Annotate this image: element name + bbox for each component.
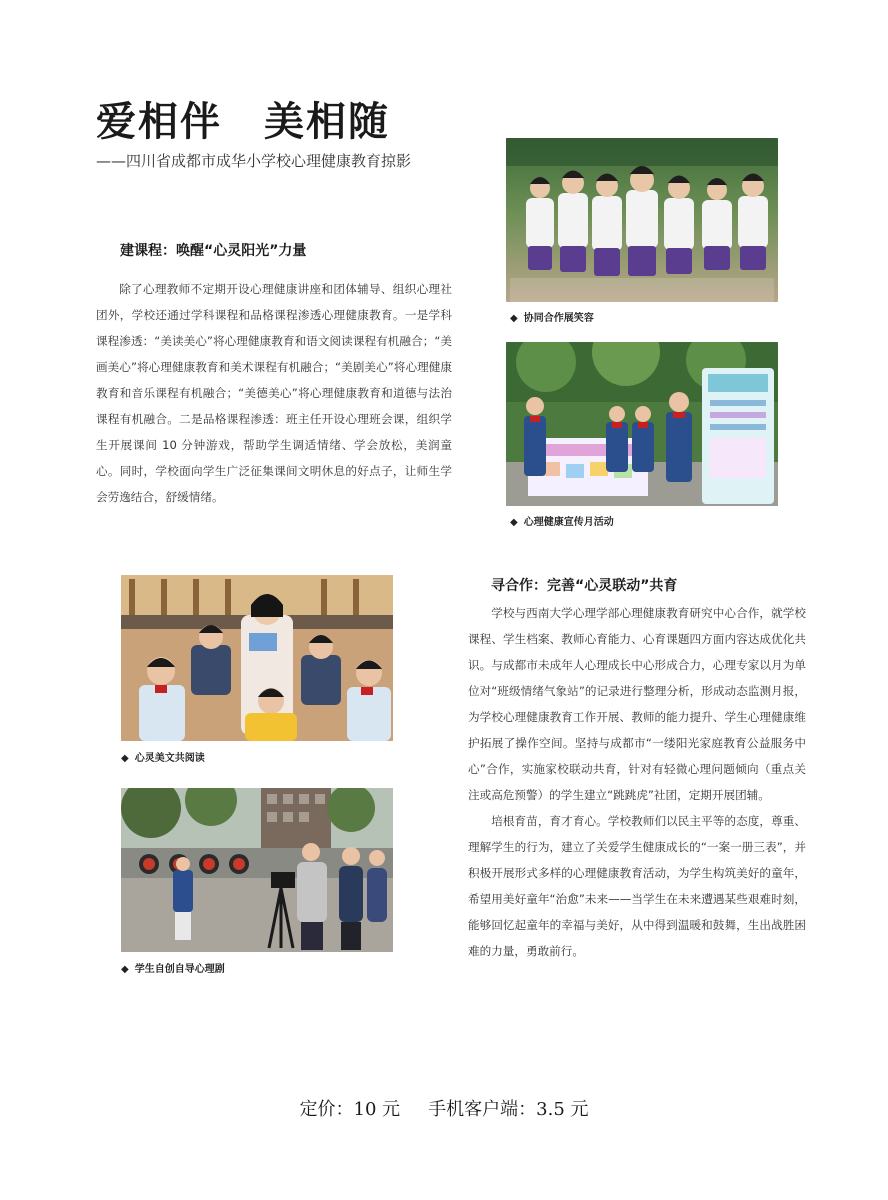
mobile-price: 手机客户端：3.5 元 [428,1099,589,1120]
bullet-diamond-icon: ◆ [121,964,129,975]
photo-psychodrama-image [121,788,393,952]
photo-students-smiling [506,138,778,302]
caption-photo1 [510,309,594,324]
section1-body [96,276,452,510]
photo-psychodrama [121,788,393,952]
caption-photo2-text: 心理健康宣传月活动 [523,517,614,528]
caption-photo3-text: 心灵美文共阅读 [134,753,205,764]
caption-photo3 [121,749,205,764]
caption-photo4-text: 学生自创自导心理剧 [134,964,225,975]
section2-paragraph-1: 学校与西南大学心理学部心理健康教育研究中心合作，就学校课程、学生档案、教师心育能力、心育课题四方面内容达成优化共识。与成都市未成年人心理成长中心形成合力，心理专家以月为单位对“班级情绪气象站”的记录进行整理分析，形成动态监测月报，为学校心理健康教育工作开展、教师的能力提升、学生心理健康维护拓展了操作空间。坚持与成都市“一缕阳光家庭教育公益服务中心”合作，实施家校联动共育，针对有轻微心理问题倾向（重点关注或高危预警）的学生建立“跳跳虎”社团，定期开展团辅。 [468,606,806,802]
section2-body [468,600,806,964]
price: 定价：10 元 [299,1099,401,1120]
section1-heading: 建课程：唤醒“心灵阳光”力量 [120,243,307,259]
caption-photo1-text: 协同合作展笑容 [523,313,594,324]
photo-reading-together-image [121,575,393,741]
section2-paragraph-2: 培根育苗，育才育心。学校教师们以民主平等的态度，尊重、理解学生的行为，建立了关爱学生健康成长的“一案一册三表”，并积极开展形式多样的心理健康教育活动，为学生构筑美好的童年，希望用美好童年“治愈”未来——当学生在未来遭遇某些艰难时刻，能够回忆起童年的幸福与美好，从中得到温暖和鼓舞，生出战胜困难的力量，勇敢前行。 [468,814,806,958]
photo-reading-together [121,575,393,741]
photo-mental-health-month [506,342,778,506]
page-subtitle: ——四川省成都市成华小学校心理健康教育掠影 [96,152,412,170]
caption-photo4 [121,960,225,975]
bullet-diamond-icon: ◆ [121,753,129,764]
price-line [0,1095,888,1121]
photo-mental-health-month-image [506,342,778,506]
section1-paragraph: 除了心理教师不定期开设心理健康讲座和团体辅导、组织心理社团外，学校还通过学科课程和品格课程渗透心理健康教育。一是学科课程渗透：“美读美心”将心理健康教育和语文阅读课程有机融合；“美画美心”将心理健康教育和美术课程有机融合；“美剧美心”将心理健康教育和音乐课程有机融合；“美德美心”将心理健康教育和道德与法治课程有机融合。二是品格课程渗透：班主任开设心理班会课，组织学生开展课间 10 分钟游戏，帮助学生调适情绪、学会放松，美润童心。同时，学校面向学生广泛征集课间文明休息的好点子，让师生学会劳逸结合，舒缓情绪。 [96,282,452,504]
page-title: 爱相伴 美相随 [96,99,390,145]
bullet-diamond-icon: ◆ [510,313,518,324]
photo-students-smiling-image [506,138,778,302]
caption-photo2 [510,513,614,528]
bullet-diamond-icon: ◆ [510,517,518,528]
section2-heading: 寻合作：完善“心灵联动”共育 [491,578,678,594]
